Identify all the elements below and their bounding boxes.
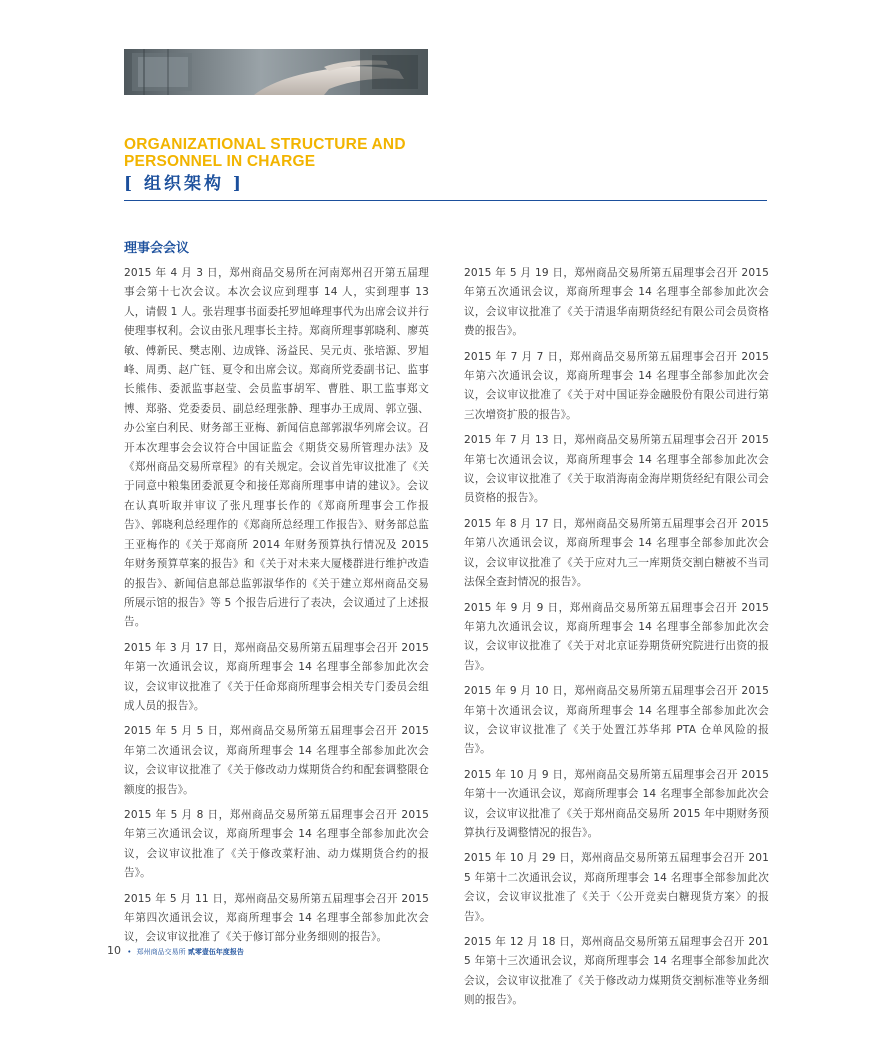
meeting-paragraph: 2015 年 5 月 8 日，郑州商品交易所第五届理事会召开 2015 年第三次通讯会议，郑商所理事会 14 名理事全部参加此次会议，会议审议批准了《关于修改菜籽油、动力煤期货合约的报告》。 — [124, 808, 429, 880]
page-number: 10 — [107, 944, 121, 957]
section-heading: 理事会会议 — [124, 241, 190, 256]
title-en-line-1: ORGANIZATIONAL STRUCTURE AND — [124, 136, 406, 153]
footer-org-name: 郑州商品交易所 — [136, 948, 186, 956]
meeting-paragraph: 2015 年 3 月 17 日，郑州商品交易所第五届理事会召开 2015 年第一次通讯会议，郑商所理事会 14 名理事全部参加此次会议，会议审议批准了《关于任命郑商所理事会相关专门委员会组成人员的报告》。 — [124, 641, 429, 712]
page-footer — [107, 944, 244, 957]
meeting-paragraph: 2015 年 10 月 29 日，郑州商品交易所第五届理事会召开 2015 年第十二次通讯会议，郑商所理事会 14 名理事全部参加此次会议，会议审议批准了《关于〈公开竞卖白糖现货方案〉的报告》。 — [464, 852, 769, 923]
right-text-column — [464, 264, 769, 1017]
meeting-paragraph: 2015 年 9 月 10 日，郑州商品交易所第五届理事会召开 2015 年第十次通讯会议，郑商所理事会 14 名理事全部参加此次会议，会议审议批准了《关于处置江苏华邦 PTA 仓单风险的报告》。 — [464, 685, 769, 756]
meeting-paragraph: 2015 年 5 月 11 日，郑州商品交易所第五届理事会召开 2015 年第四次通讯会议，郑商所理事会 14 名理事全部参加此次会议，会议审议批准了《关于修订部分业务细则的报告》。 — [124, 892, 429, 944]
meeting-paragraph: 2015 年 7 月 13 日，郑州商品交易所第五届理事会召开 2015 年第七次通讯会议，郑商所理事会 14 名理事全部参加此次会议，会议审议批准了《关于取消海南金海岸期货经纪有限公司会员资格的报告》。 — [464, 434, 769, 505]
meeting-paragraph: 2015 年 4 月 3 日，郑州商品交易所在河南郑州召开第五届理事会第十七次会议。本次会议应到理事 14 人，实到理事 13 人，请假 1 人。张岩理事书面委托罗旭峰理事代为出席会议并行使理事权利。会议由张凡理事长主持。郑商所理事郭晓利、廖英敏、傅新民、樊志刚、边成锋、汤益民、吴元贞、张培源、罗旭峰、周勇、赵广钰、夏令和出席会议。郑商所党委副书记、监事长熊伟、委派监事赵莹、会员监事胡军、曹胜、职工监事郑文博、郑骆、党委委员、副总经理张静、理事办王成周、郭立强、办公室白利民、财务部王亚梅、新闻信息部郭淑华列席会议。召开本次理事会会议符合中国证监会《期货交易所管理办法》及《郑州商品交易所章程》的有关规定。会议首先审议批准了《关于同意中粮集团委派夏令和接任郑商所理事申请的建议》。会议在认真听取并审议了张凡理事长作的《郑商所理事会工作报告》、郭晓利总经理作的《郑商所总经理工作报告》、财务部总监王亚梅作的《关于郑商所 2014 年财务预算执行情况及 2015 年财务预算草案的报告》和《关于对未来大厦楼群进行维护改造的报告》、新闻信息部总监郭淑华作的《关于建立郑州商品交易所展示馆的报告》等 5 个报告后进行了表决，会议通过了上述报告。 — [124, 267, 429, 629]
footer-separator: • — [127, 948, 132, 956]
meeting-paragraph: 2015 年 8 月 17 日，郑州商品交易所第五届理事会召开 2015 年第八次通讯会议，郑商所理事会 14 名理事全部参加此次会议，会议审议批准了《关于应对九三一库期货交割白糖被不当司法保全查封情况的报告》。 — [464, 517, 769, 589]
meeting-paragraph: 2015 年 10 月 9 日，郑州商品交易所第五届理事会召开 2015 年第十一次通讯会议，郑商所理事会 14 名理事全部参加此次会议，会议审议批准了《关于郑州商品交易所 2015 年中期财务预算执行及调整情况的报告》。 — [464, 768, 769, 839]
meeting-paragraph: 2015 年 7 月 7 日，郑州商品交易所第五届理事会召开 2015 年第六次通讯会议，郑商所理事会 14 名理事全部参加此次会议，会议审议批准了《关于对中国证券金融股份有限公司进行第三次增资扩股的报告》。 — [464, 350, 769, 421]
meeting-paragraph: 2015 年 9 月 9 日，郑州商品交易所第五届理事会召开 2015 年第九次通讯会议，郑商所理事会 14 名理事全部参加此次会议，会议审议批准了《关于对北京证券期货研究院进行出资的报告》。 — [464, 601, 769, 672]
footer-report-name: 贰零壹伍年度报告 — [187, 948, 244, 956]
left-text-column — [124, 264, 429, 954]
meeting-paragraph: 2015 年 5 月 19 日，郑州商品交易所第五届理事会召开 2015 年第五次通讯会议，郑商所理事会 14 名理事全部参加此次会议，会议审议批准了《关于清退华南期货经纪有限公司会员资格费的报告》。 — [464, 267, 769, 338]
title-en-line-2: PERSONNEL IN CHARGE — [124, 153, 316, 170]
page-title-english — [124, 136, 544, 170]
page-title-chinese: [ 组织架构 ] — [124, 174, 244, 194]
meeting-paragraph: 2015 年 12 月 18 日，郑州商品交易所第五届理事会召开 2015 年第十三次通讯会议，郑商所理事会 14 名理事全部参加此次会议，会议审议批准了《关于修改动力煤期货交割标准等业务细则的报告》。 — [464, 936, 769, 1007]
hands-on-touchscreen-image — [124, 49, 428, 95]
header-banner-photo — [124, 49, 428, 95]
title-divider — [124, 200, 767, 201]
meeting-paragraph: 2015 年 5 月 5 日，郑州商品交易所第五届理事会召开 2015 年第二次通讯会议，郑商所理事会 14 名理事全部参加此次会议，会议审议批准了《关于修改动力煤期货合约和配套调整限仓额度的报告》。 — [124, 725, 429, 796]
